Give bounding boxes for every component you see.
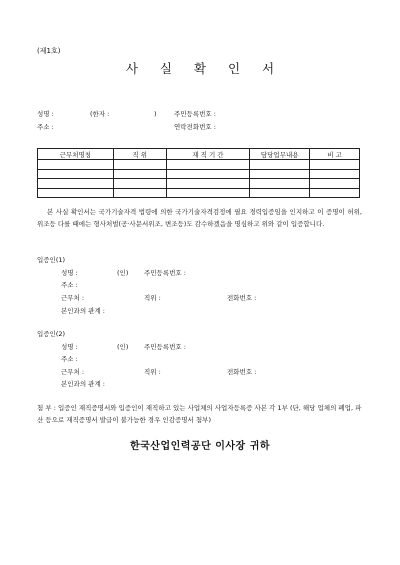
attachment-note: 첨 부 : 입증인 재직증명서와 입증인이 재직하고 있는 사업체의 사업자등록증 사본 각 1부 (단, 해당 업체의 폐업, 파산 등으로 재직증명서 발급이 불가능한 경우 인감증명서 첨부) — [37, 404, 362, 424]
witness-1-position-label: 직위 : — [144, 294, 161, 302]
witness-2-workplace-label: 근무처 : — [61, 368, 85, 376]
witness-1-workplace-label: 근무처 : — [61, 294, 85, 302]
rrn-label: 주민등록번호 : — [174, 110, 216, 118]
table-cell[interactable] — [38, 169, 114, 179]
table-cell[interactable] — [38, 160, 114, 170]
table-row — [38, 179, 360, 189]
table-cell[interactable] — [166, 169, 250, 179]
table-cell[interactable] — [166, 188, 250, 198]
table-cell[interactable] — [113, 188, 166, 198]
header-duties: 담당업무내용 — [250, 149, 310, 160]
header-workplace: 근무처명칭 — [38, 149, 114, 160]
addressee: 한국산업인력공단 이사장 귀하 — [129, 441, 271, 452]
name-label: 성명 : — [37, 110, 54, 118]
phone-label: 연락전화번호 : — [174, 123, 216, 131]
witness-2-phone-label: 전화번호 : — [227, 368, 257, 376]
table-cell[interactable] — [38, 188, 114, 198]
witness-1-heading: 입증인(1) — [37, 256, 66, 264]
witness-1-rrn-label: 주민등록번호 : — [144, 269, 186, 277]
witness-2-address-label: 주소 : — [61, 355, 78, 363]
hanja-label: (한자 : — [90, 110, 110, 118]
table-cell[interactable] — [166, 179, 250, 189]
table-cell[interactable] — [166, 160, 250, 170]
witness-2-rrn-label: 주민등록번호 : — [144, 343, 186, 351]
witness-1-relation-label: 본인과의 관계 : — [61, 307, 105, 315]
table-cell[interactable] — [113, 179, 166, 189]
witness-2-heading: 입증인(2) — [37, 330, 66, 338]
table-cell[interactable] — [38, 179, 114, 189]
table-row — [38, 160, 360, 170]
witness-2-seal: (인) — [117, 343, 129, 351]
table-row — [38, 188, 360, 198]
statement-paragraph: 본 사실 확인서는 국가기술자격 법령에 의한 국가기술자격검정에 필요 경력입증임을 인지하고 이 증명이 허위, 위조등 다를 때에는 형사처벌(공·사문서위조, 변조등)도 감수하겠음을 명심하고 위와 같이 입증합니다. — [37, 208, 362, 228]
form-number: (제1호) — [37, 47, 61, 55]
witness-1-name-label: 성명 : — [61, 269, 78, 277]
header-position: 직 위 — [113, 149, 166, 160]
table-cell[interactable] — [310, 169, 360, 179]
witness-2-relation-label: 본인과의 관계 : — [61, 380, 105, 388]
table-cell[interactable] — [310, 188, 360, 198]
witness-2-position-label: 직위 : — [144, 368, 161, 376]
address-label: 주소 : — [37, 123, 54, 131]
witness-1-seal: (인) — [117, 269, 129, 277]
hanja-close: ) — [154, 110, 157, 118]
table-row — [38, 169, 360, 179]
table-cell[interactable] — [250, 179, 310, 189]
table-cell[interactable] — [310, 160, 360, 170]
witness-2-name-label: 성명 : — [61, 343, 78, 351]
header-remarks: 비 고 — [310, 149, 360, 160]
witness-1-address-label: 주소 : — [61, 281, 78, 289]
table-cell[interactable] — [250, 160, 310, 170]
table-cell[interactable] — [310, 179, 360, 189]
page-title: 사 실 확 인 서 — [125, 61, 284, 76]
header-period: 재 직 기 간 — [166, 149, 250, 160]
table-header-row — [38, 149, 360, 160]
witness-1-phone-label: 전화번호 : — [227, 294, 257, 302]
table-cell[interactable] — [113, 169, 166, 179]
career-table — [37, 148, 360, 198]
table-cell[interactable] — [250, 188, 310, 198]
table-cell[interactable] — [113, 160, 166, 170]
table-cell[interactable] — [250, 169, 310, 179]
